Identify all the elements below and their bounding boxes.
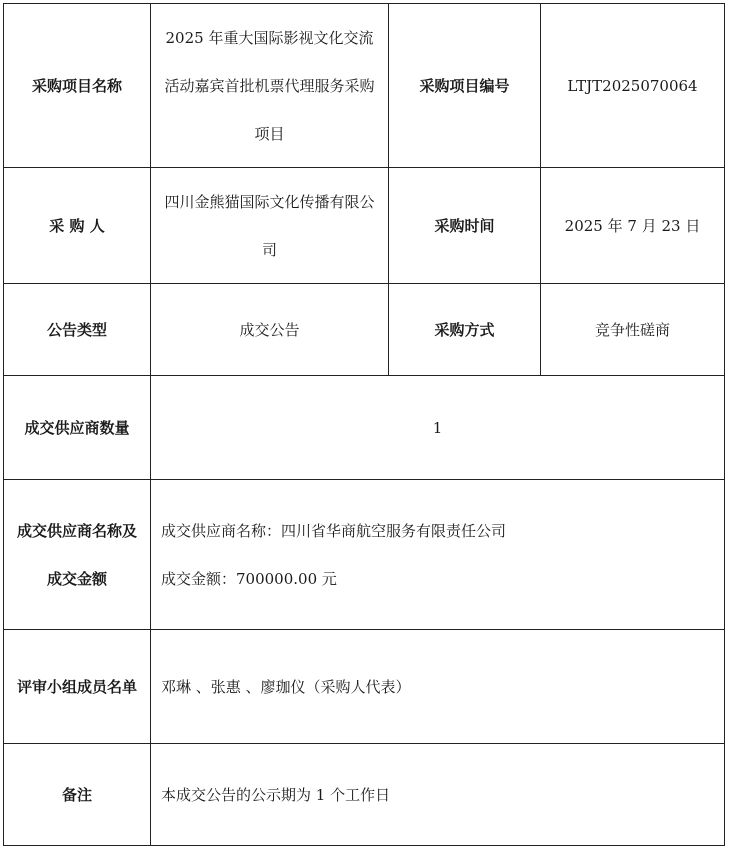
supplier-count-value: 1 [151, 376, 725, 480]
row-review-panel [4, 630, 725, 744]
row-supplier-count [4, 376, 725, 480]
project-name-label: 采购项目名称 [4, 4, 151, 168]
supplier-count-label: 成交供应商数量 [4, 376, 151, 480]
row-supplier-name [4, 480, 725, 630]
notice-table [3, 3, 725, 846]
project-code-value: LTJT2025070064 [541, 4, 725, 168]
supplier-name-value: 成交供应商名称：四川省华商航空服务有限责任公司 [161, 521, 507, 540]
project-code-label: 采购项目编号 [389, 4, 541, 168]
project-name-text: 2025 年重大国际影视文化交流活动嘉宾首批机票代理服务采购项目 [164, 28, 375, 143]
project-name-value [151, 4, 389, 168]
purchaser-text: 四川金熊猫国际文化传播有限公司 [164, 192, 375, 259]
purchaser-label-text: 采 购 人 [49, 216, 105, 235]
remarks-label: 备注 [4, 744, 151, 846]
review-panel-value: 邓琳 、张惠 、廖珈仪（采购人代表） [151, 630, 725, 744]
purchase-time-label: 采购时间 [389, 168, 541, 284]
notice-type-label: 公告类型 [4, 284, 151, 376]
amount-value: 成交金额：700000.00 元 [161, 569, 337, 588]
row-purchaser [4, 168, 725, 284]
row-notice-type [4, 284, 725, 376]
review-panel-label: 评审小组成员名单 [4, 630, 151, 744]
purchase-method-value: 竞争性磋商 [541, 284, 725, 376]
purchaser-value [151, 168, 389, 284]
supplier-name-cell [151, 480, 725, 630]
row-project [4, 4, 725, 168]
purchase-time-value: 2025 年 7 月 23 日 [541, 168, 725, 284]
purchaser-label [4, 168, 151, 284]
row-remarks [4, 744, 725, 846]
supplier-name-label-text: 成交供应商名称及成交金额 [16, 521, 137, 588]
remarks-value: 本成交公告的公示期为 1 个工作日 [151, 744, 725, 846]
purchase-method-label: 采购方式 [389, 284, 541, 376]
notice-type-value: 成交公告 [151, 284, 389, 376]
supplier-name-label [4, 480, 151, 630]
